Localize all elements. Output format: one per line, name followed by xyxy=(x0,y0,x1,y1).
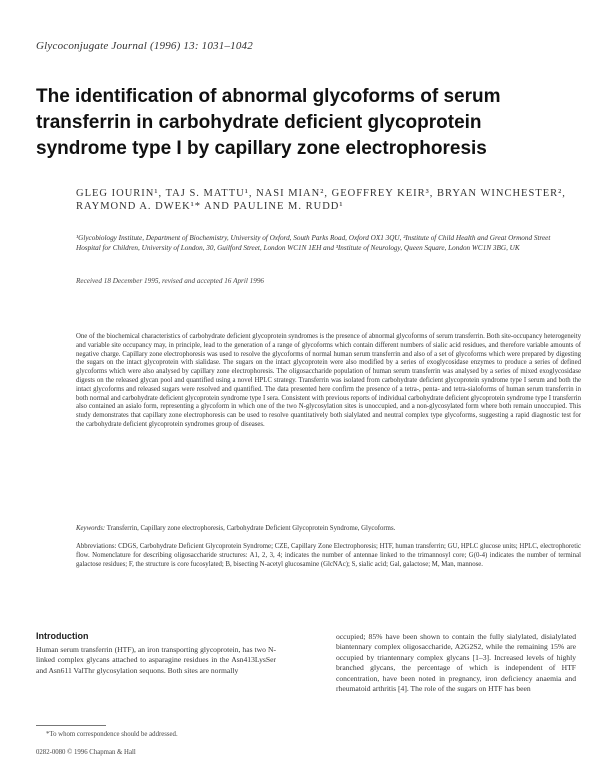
introduction-left-column: Human serum transferrin (HTF), an iron transporting glycoprotein, has two N-linked complex glycans attached to asparagine residues in the Asn413LysSer and Asn611 ValThr glycosylation sequons. Both sites are normally xyxy=(36,645,276,675)
abbreviations: Abbreviations: CDGS, Carbohydrate Deficient Glycoprotein Syndrome; CZE, Capillary Zone Electrophoresis; HTF, human transferrin; GU, HPLC glucose units; HPLC, electrophoretic flow. Nomenclature for describing oligosaccharide structures: A1, 2, 3, 4; indicates the number of antennae linked to the trimannosyl core; G(0-4) indicates the number of terminal galactose residues; F, the structure is core fucosylated; B, bisecting N-acetyl glucosamine (GlcNAc); S, sialic acid; Gal, galactose; M, Man, mannose. xyxy=(76,543,581,568)
copyright-line: 0282-0080 © 1996 Chapman & Hall xyxy=(36,749,136,756)
keywords xyxy=(76,524,581,533)
keywords-label: Keywords: xyxy=(76,525,106,532)
introduction-heading: Introduction xyxy=(36,631,89,641)
footnote-divider xyxy=(36,725,106,726)
author-affiliations: ¹Glycobiology Institute, Department of Biochemistry, University of Oxford, South Parks Road, Oxford OX1 3QU, ²Institute of Child Health and Great Ormond Street Hospital for Children, University of London, 30, Guilford Street, London WC1N 1EH and ³Institute of Neurology, Queen Square, London WC1N 3BG, UK xyxy=(76,234,551,252)
keywords-text: Transferrin, Capillary zone electrophoresis, Carbohydrate Deficient Glycoprotein Syndrome, Glycoforms. xyxy=(106,525,396,532)
received-date: Received 18 December 1995, revised and accepted 16 April 1996 xyxy=(76,277,265,285)
journal-citation: Glycoconjugate Journal (1996) 13: 1031–1042 xyxy=(36,40,253,52)
article-title: The identification of abnormal glycoforms of serum transferrin in carbohydrate deficient glycoprotein syndrome type I by capillary zone electrophoresis xyxy=(36,86,501,159)
author-list: GLEG IOURIN¹, TAJ S. MATTU¹, NASI MIAN², GEOFFREY KEIR³, BRYAN WINCHESTER², RAYMOND A. DWEK¹* AND PAULINE M. RUDD¹ xyxy=(76,188,566,212)
abstract: One of the biochemical characteristics of carbohydrate deficient glycoprotein syndromes is the presence of abnormal glycoforms of serum transferrin. Both site-occupancy heterogeneity and variable site occupancy may, in principle, lead to the generation of a range of glycoforms which contain different numbers of sialic acid residues, and therefore variable amounts of negative charge. Capillary zone electrophoresis was used to resolve the glycoforms of normal human serum transferrin and also of a set of glycoforms which were prepared by digesting the sugars on the intact glycoprotein with sialidase. The sugars on the intact glycoprotein were also modified by a series of exoglycosidase enzymes to produce a series of defined glycoforms which were also analysed by capillary zone electrophoresis. The oligosaccharide population of human serum transferrin was analysed by a series of mixed exoglycosidase digests on the released glycan pool and quantified using a novel HPLC strategy. Transferrin was isolated from carbohydrate deficient glycoprotein syndrome type I serum and both the intact glycoforms and released sugars were resolved and quantified. The data presented here confirm the presence of a tetra-, penta- and tetra-sialoforms of human serum transferrin in both normal and carbohydrate deficient glycoprotein syndrome type I sera. Consistent with previous reports of individual carbohydrate deficient glycoprotein syndrome type I transferrin also contained an asialo form, representing a glycoform in which one of the two N-glycosylation sites is unoccupied, and a non-glycosylated form where both remain unoccupied. This study demonstrates that capillary zone electrophoresis can be used to resolve quantitatively both sialylated and neutral complex type glycoforms, suggesting a rapid diagnostic test for the carbohydrate deficient glycoprotein syndromes group of diseases. xyxy=(76,333,581,428)
correspondence-footnote: *To whom correspondence should be addressed. xyxy=(46,731,178,738)
introduction-right-column: occupied; 85% have been shown to contain the fully sialylated, disialylated biantennary complex oligosaccharide, A2G2S2, while the remaining 15% are occupied by triantennary complex glycans [1–3]. Increased levels of highly branched glycans, the percentage of which is independent of HTF concentration, have been noted in pregnancy, iron deficiency anaemia and rheumatoid arthritis [4]. The role of the sugars on HTF has been xyxy=(336,632,576,694)
